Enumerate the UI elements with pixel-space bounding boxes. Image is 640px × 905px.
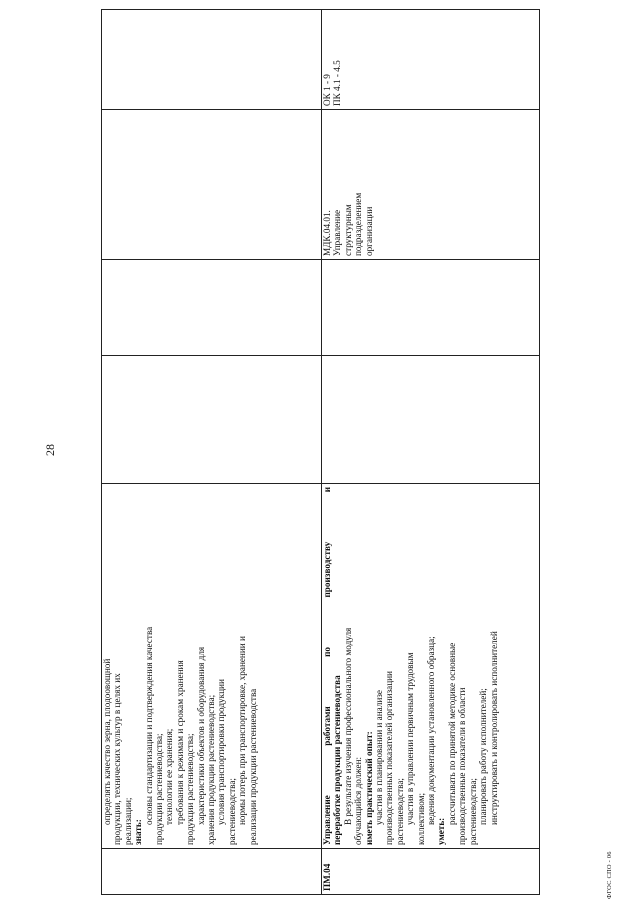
hours-cell xyxy=(102,260,322,356)
content-line: реализации продукции растениеводства xyxy=(247,688,258,845)
content-cell xyxy=(322,484,540,849)
content-line: растениеводства; xyxy=(467,778,478,845)
discipline-cell xyxy=(322,110,540,260)
content-line: В результате изучения профессионального модуля xyxy=(342,627,353,825)
content-line: характеристики объектов и оборудования для xyxy=(195,646,206,825)
discipline-line: структурным xyxy=(342,204,353,256)
content-line: основы стандартизации и подтверждения качества xyxy=(143,626,154,825)
page-number: 28 xyxy=(43,444,57,456)
content-line: хранения продукции растениеводства; xyxy=(206,694,217,845)
content-line: иметь практический опыт: xyxy=(363,731,374,845)
discipline-line: организации xyxy=(363,206,374,256)
content-cell xyxy=(102,484,322,849)
content-line: условия транспортировки продукции xyxy=(216,679,227,825)
content-line: продукции растениеводства; xyxy=(154,733,165,845)
content-line: определять качество зерна, плодоовощной xyxy=(102,658,112,825)
content-line: продукции, технических культур в целях их xyxy=(112,673,123,845)
content-line: инструктировать и контролировать исполнителей xyxy=(488,631,499,825)
table-row xyxy=(322,10,540,895)
content-line: обучающийся должен: xyxy=(353,756,364,845)
content-line: реализации; xyxy=(122,797,133,845)
content-line: знать: xyxy=(133,819,144,845)
content-line: участия в управлении первичным трудовым xyxy=(405,652,416,825)
content-line: производственных показателей организации xyxy=(384,671,395,845)
competence-cell xyxy=(322,10,540,110)
module-title-continued: переработке продукции растениеводства xyxy=(332,675,343,845)
content-line: рассчитывать по принятой методике основные xyxy=(446,642,457,825)
module-title: Управление работами по производству и xyxy=(322,487,332,845)
table-row xyxy=(102,10,322,895)
discipline-line: подразделением xyxy=(353,192,364,256)
code-cell xyxy=(102,849,322,895)
content-line: нормы потерь при транспортировке, хранении и xyxy=(237,636,248,825)
content-line: участия в планировании и анализе xyxy=(374,690,385,825)
content-line: ведения документации установленного образца; xyxy=(426,636,437,825)
discipline-line: Управление xyxy=(332,209,343,256)
content-line: производственные показатели в области xyxy=(457,687,468,845)
content-line: коллективом; xyxy=(415,792,426,845)
content-line: растениеводства; xyxy=(226,778,237,845)
hours-cell xyxy=(102,356,322,484)
competence-line: ОК 1 - 9 xyxy=(322,74,332,106)
content-line: растениеводства; xyxy=(394,778,405,845)
competence-line: ПК 4.1 - 4.5 xyxy=(332,60,343,106)
hours-cell xyxy=(322,356,540,484)
content-line: технологии ее хранения; xyxy=(164,728,175,825)
footer-label: ФГОС СПО - 06 xyxy=(606,851,613,899)
content-lines xyxy=(102,487,258,845)
discipline-cell xyxy=(102,110,322,260)
content-line: уметь: xyxy=(436,817,447,845)
content-lines xyxy=(343,487,499,845)
content-line: планировать работу исполнителей; xyxy=(478,688,489,825)
hours-cell xyxy=(322,260,540,356)
curriculum-table xyxy=(101,9,540,895)
discipline-line: МДК.04.01. xyxy=(322,210,332,256)
module-code: ПМ.04 xyxy=(322,849,540,895)
content-line: продукции растениеводства; xyxy=(185,733,196,845)
content-line: требования к режимам и срокам хранения xyxy=(174,660,185,825)
competence-cell xyxy=(102,10,322,110)
